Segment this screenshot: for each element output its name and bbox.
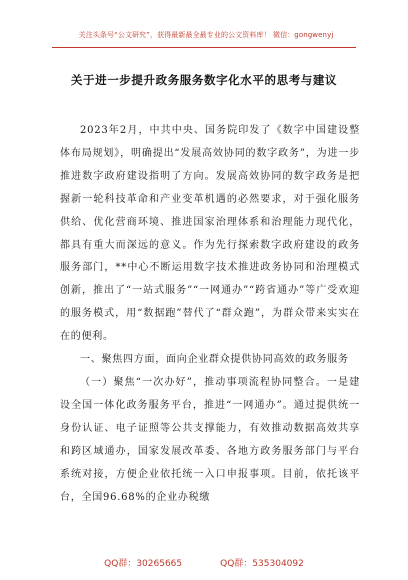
footer-qq-group-1: QQ群：30265665 [104,559,183,569]
document-body [60,120,360,509]
subsection-paragraph: （一）聚焦“一次办好”，推动事项流程协同整合。一是建设全国一体化政务服务平台，推进“一网通办”。通过提供统一身份认证、电子证照等公共支撑能力，有效推动数据高效共享和跨区域通办，国家发展改革委、各地方政务服务部门与平台系统对接，方便企业依托统一入口申报事项。目前，依托该平台，全国96.68%的企业办税缴 [60,376,360,503]
footer-qq-group-2: QQ群：535304092 [220,559,304,569]
intro-paragraph: 2023年2月，中共中央、国务院印发了《数字中国建设整体布局规划》，明确提出“发展高效协同的数字政务”，为进一步推进数字政府建设指明了方向。发展高效协同的数字政务是把握新一轮科技革命和产业变革机遇的必然要求，对于强化服务供给、优化营商环境、推进国家治理体系和治理能力现代化，都具有重大而深远的意义。作为先行探索数字政府建设的政务服务部门，**中心不断运用数字技术推进政务协同和治理模式创新，推出了“一站式服务”“一网通办”“跨省通办”等广受欢迎的服务模式，用“数据跑”替代了“群众跑”，为群众带来实实在在的便利。 [60,125,360,343]
header-banner [50,28,362,42]
footer [0,556,408,569]
section-heading: 一、聚焦四方面，面向企业群众提供协同高效的政务服务 [80,354,349,366]
header-banner-text: 关注头条号“公文研究”，获得最新最全最专业的公文资料库！ 微信：gongwenyj [78,31,334,39]
header-divider [52,47,356,48]
document-title: 关于进一步提升政务服务数字化水平的思考与建议 [70,73,338,87]
